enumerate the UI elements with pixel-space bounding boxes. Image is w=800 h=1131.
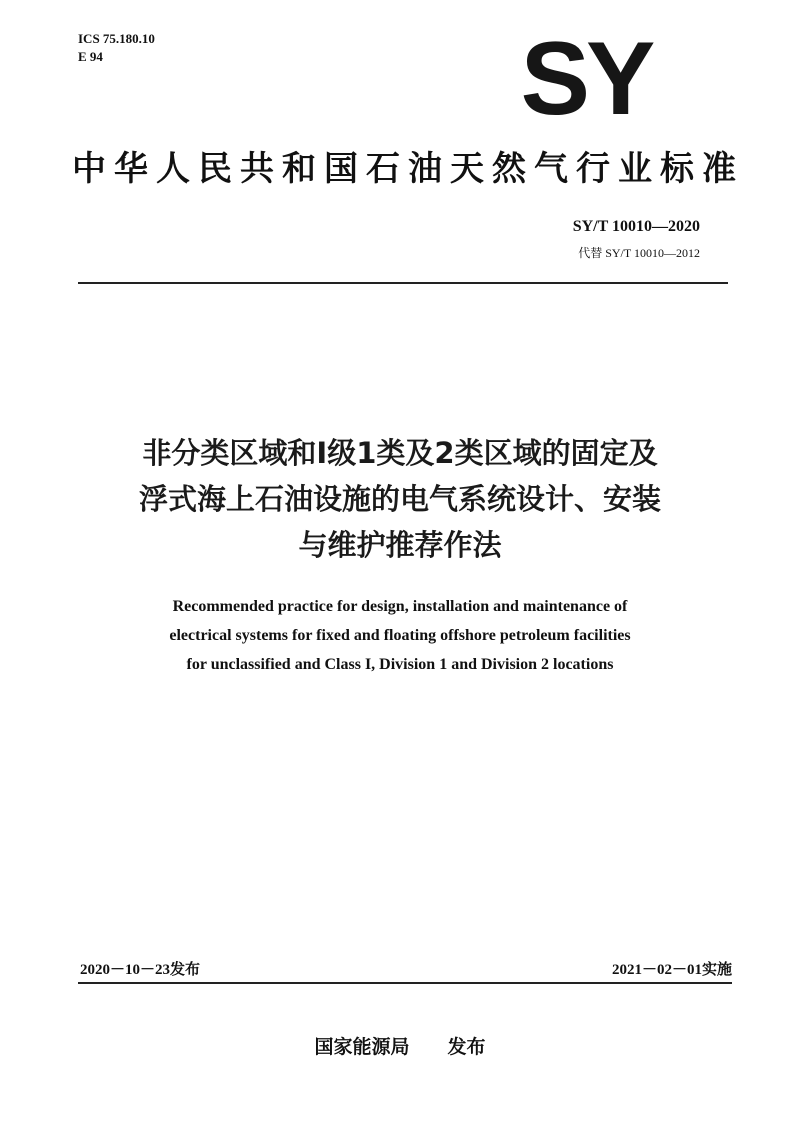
english-title-line: electrical systems for fixed and floating offshore petroleum facilities (169, 627, 631, 644)
english-title-line: for unclassified and Class I, Division 1 and Division 2 locations (186, 656, 614, 673)
chinese-title (60, 430, 740, 568)
publish-action: 发布 (447, 1036, 486, 1058)
standard-category-title: 中华人民共和国石油天然气行业标准 (72, 149, 744, 189)
top-divider (78, 282, 728, 284)
publisher-line (0, 1032, 800, 1059)
replaces-standard: 代替 SY/T 10010—2012 (578, 246, 700, 260)
bottom-divider (78, 982, 732, 984)
publisher-name: 国家能源局 (314, 1036, 410, 1058)
classification-codes (78, 30, 155, 66)
sy-logo: SY (520, 21, 652, 137)
effective-date: 2021－02－01实施 (611, 962, 732, 978)
chinese-title-line: 浮式海上石油设施的电气系统设计、安装 (138, 482, 661, 516)
ccs-code: E 94 (78, 49, 103, 64)
english-title-line: Recommended practice for design, installation and maintenance of (172, 598, 628, 615)
chinese-title-line: 与维护推荐作法 (298, 528, 502, 562)
chinese-title-line: 非分类区域和Ⅰ级1类及2类区域的固定及 (142, 436, 658, 470)
ics-code: ICS 75.180.10 (78, 31, 155, 46)
issue-date: 2020－10－23发布 (80, 962, 201, 978)
standard-number: SY/T 10010—2020 (572, 218, 700, 235)
english-title (60, 592, 740, 679)
